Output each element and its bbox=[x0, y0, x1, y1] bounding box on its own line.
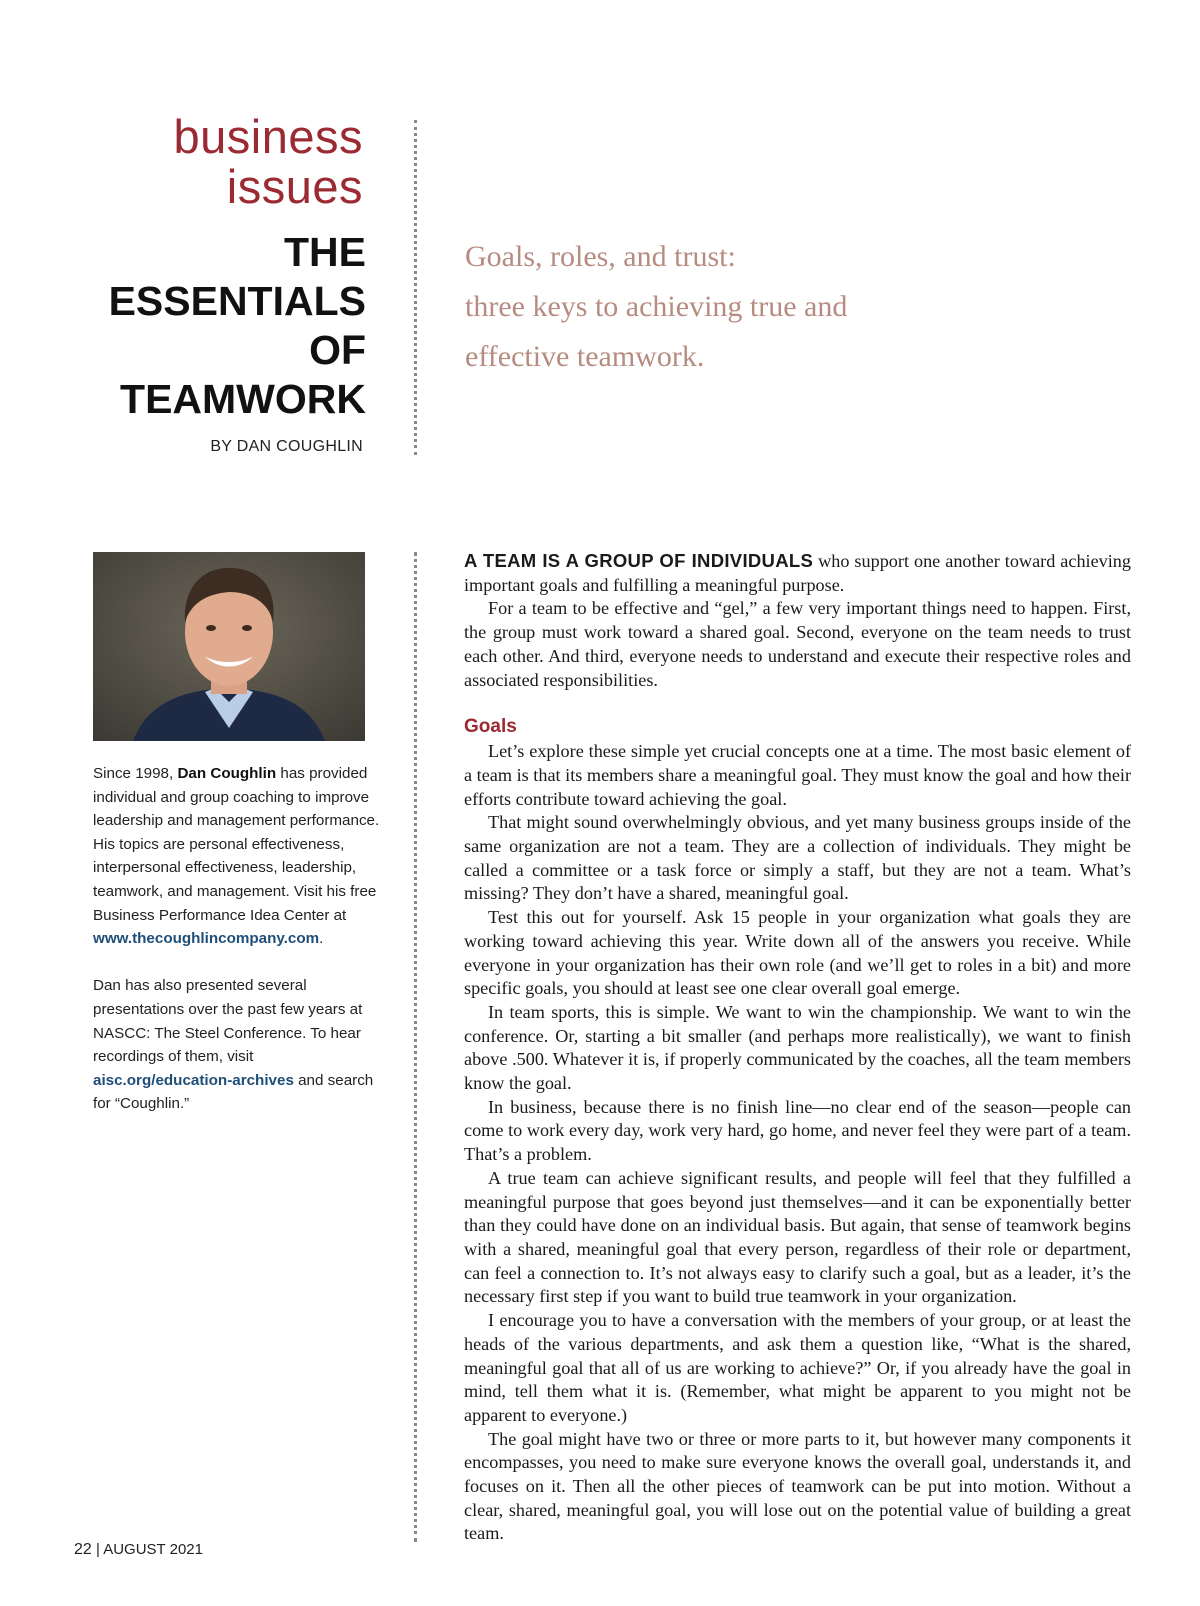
article-title bbox=[109, 228, 366, 424]
body-paragraph: In team sports, this is simple. We want to win the championship. We want to win the conference. Or, starting a bit smaller (and perhaps more realistically), we want to finish above .500. Whatever it is, if properly communicated by the coaches, all the team members know the goal. bbox=[464, 1001, 1131, 1094]
article-deck bbox=[465, 232, 985, 382]
bio-text: has provided individual and group coaching to improve leadership and management performance. His topics are personal effectiveness, interpersonal effectiveness, leadership, teamwork, and management. Visit his free Business Performance Idea Center at bbox=[93, 765, 380, 924]
deck-line: Goals, roles, and trust: bbox=[465, 240, 736, 273]
issue-date: AUGUST 2021 bbox=[103, 1541, 203, 1558]
byline: BY DAN COUGHLIN bbox=[210, 438, 363, 455]
section-tag-line2: issues bbox=[226, 160, 363, 213]
bio-text: Dan has also presented several presentations over the past few years at NASCC: The Steel Conference. To hear recordings of them, visit bbox=[93, 977, 363, 1066]
dotted-divider-bottom bbox=[414, 552, 417, 1542]
lead-rest: who support one another toward achieving important goals and fulfilling a meaningful purpose. bbox=[464, 551, 1131, 595]
section-tag bbox=[174, 112, 364, 212]
article-body bbox=[464, 549, 1131, 1546]
body-paragraph: In business, because there is no finish line—no clear end of the season—people can come to work every day, work very hard, go home, and never feel they were part of a team. That’s a problem. bbox=[464, 1096, 1131, 1165]
website-link[interactable]: www.thecoughlincompany.com bbox=[93, 930, 320, 948]
body-paragraph: For a team to be effective and “gel,” a few very important things need to happen. First, the group must work toward a shared goal. Second, everyone on the team needs to trust each other. And third, everyone needs to understand and execute their respective roles and associated responsibilities. bbox=[464, 598, 1131, 690]
title-line: ESSENTIALS bbox=[108, 278, 366, 324]
body-paragraph: The goal might have two or three or more parts to it, but however many components it encompasses, you need to make sure everyone knows the overall goal, understands it, and focuses on it. Then all the other pieces of teamwork can be put into motion. Without a clear, shared, meaningful goal, you will lose out on the potential value of building a great team. bbox=[464, 1428, 1131, 1544]
body-paragraph: Let’s explore these simple yet crucial concepts one at a time. The most basic element of a team is that its members share a meaningful goal. They must know the goal and how their efforts contribute toward achieving the goal. bbox=[464, 741, 1131, 809]
section-tag-line1: business bbox=[173, 110, 363, 163]
lead-paragraph bbox=[464, 549, 1131, 597]
page-number: 22 bbox=[74, 1541, 92, 1558]
title-line: TEAMWORK bbox=[120, 376, 366, 422]
archives-link[interactable]: aisc.org/education-archives bbox=[93, 1071, 294, 1089]
deck-line: effective teamwork. bbox=[465, 340, 705, 373]
author-portrait-icon bbox=[93, 552, 365, 741]
lead-in: A TEAM IS A GROUP OF INDIVIDUALS bbox=[464, 550, 814, 571]
page-folio bbox=[74, 1541, 203, 1559]
author-bio bbox=[93, 762, 393, 1140]
body-paragraph: That might sound overwhelmingly obvious, and yet many business groups inside of the same organization are not a team. They are a collection of individuals. They might be called a committee or a task force or simply a staff, but they are not a team. What’s missing? They don’t have a shared, meaningful goal. bbox=[464, 812, 1131, 904]
author-photo bbox=[93, 552, 365, 741]
title-line: THE bbox=[284, 229, 366, 275]
dotted-divider-top bbox=[414, 120, 417, 455]
body-paragraph: A true team can achieve significant results, and people will feel that they fulfilled a meaningful purpose that goes beyond just themselves—and it can be exponentially better than they could have done on an individual basis. But again, that sense of teamwork begins with a shared, meaningful goal that every person, regardless of their role or department, can feel a connection to. It’s not always easy to clarify such a goal, but as a leader, it’s the necessary first step if you want to build true teamwork in your organization. bbox=[464, 1167, 1131, 1307]
bio-text: . bbox=[319, 930, 324, 948]
author-name: Dan Coughlin bbox=[177, 765, 277, 782]
deck-line: three keys to achieving true and bbox=[465, 290, 848, 323]
bio-paragraph bbox=[93, 762, 393, 951]
bio-text: Since 1998, bbox=[93, 765, 178, 782]
title-line: OF bbox=[309, 327, 366, 373]
body-paragraph: I encourage you to have a conversation with the members of your group, or at least the heads of the various departments, and ask them a question like, “What is the shared, meaningful goal that all of us are working to achieve?” Or, if you already have the goal in mind, tell them what it is. (Remember, what might be apparent to you might not be apparent to everyone.) bbox=[464, 1310, 1131, 1425]
folio-separator: | bbox=[91, 1541, 104, 1558]
body-paragraph: Test this out for yourself. Ask 15 people in your organization what goals they are working toward achieving this year. Write down all of the answers you receive. While everyone in your organization has their own role (and we’ll get to roles in a bit) and more specific goals, you should at least see one clear overall goal emerge. bbox=[464, 907, 1131, 999]
subhead-goals: Goals bbox=[464, 716, 517, 738]
bio-paragraph bbox=[93, 974, 393, 1116]
bio-text: and search for “Coughlin.” bbox=[93, 1071, 374, 1113]
